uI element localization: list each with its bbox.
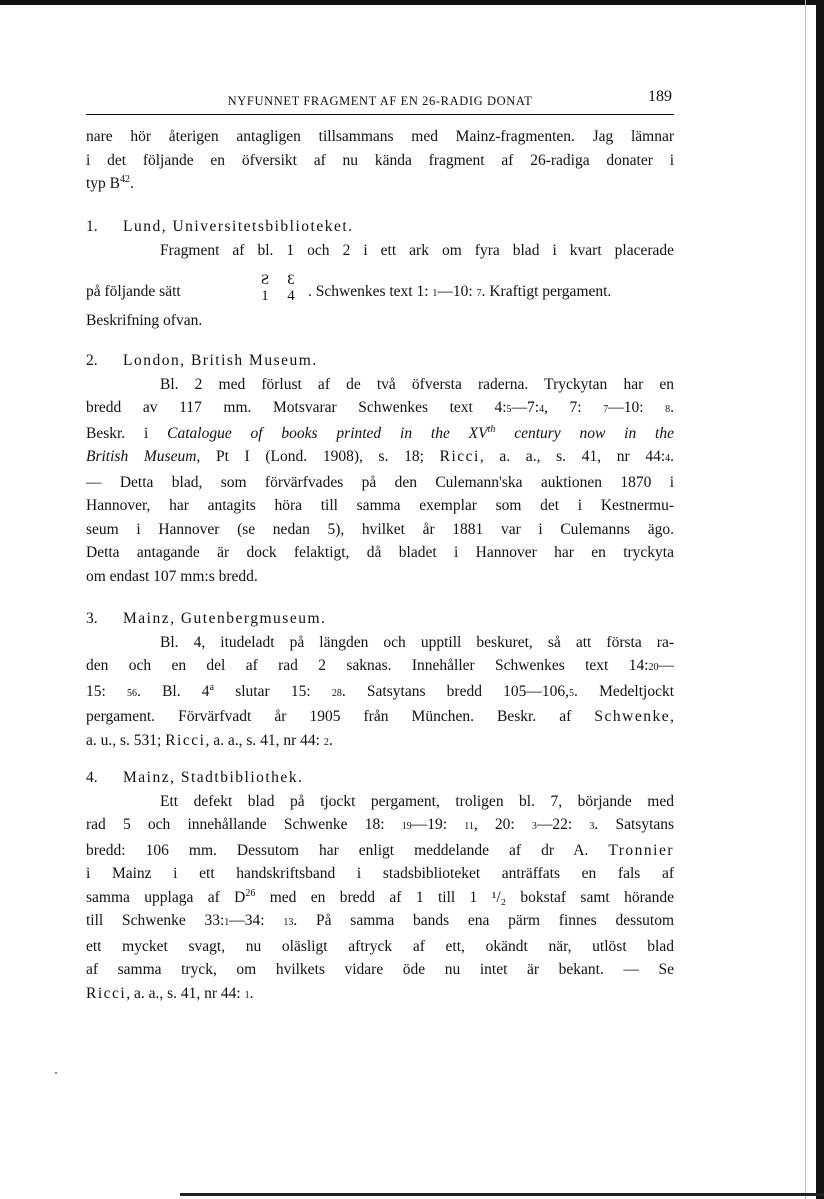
text-line: Hannover, har antagits höra till samma exemplar som det i Kestnermu-	[86, 497, 674, 514]
intro-paragraph	[86, 125, 674, 196]
entry-1	[86, 215, 674, 262]
text-line: Bl. 2 med förlust af de två öfversta raderna. Tryckytan har en	[160, 375, 674, 393]
text-line: bredd av 117 mm. Motsvarar Schwenkes text 4:5—7:4, 7: 7—10: 8.	[86, 399, 675, 416]
text-line: pergament. Förvärfvadt år 1905 från München. Beskr. af Schwenke,	[86, 708, 674, 725]
text-line: Bl. 4, itudeladt på längden och upptill beskuret, så att första ra-	[160, 633, 674, 651]
scan-edge-top	[0, 0, 824, 5]
entry-number: 1.	[86, 218, 98, 235]
running-head	[86, 88, 674, 115]
text-line: British Museum, Pt I (Lond. 1908), s. 18; Ricci, a. a., s. 41, nr 44:4.	[86, 448, 675, 465]
text-line: bredd: 106 mm. Dessutom har enligt meddelande af dr A. Tronnier	[86, 841, 674, 859]
entry-4	[86, 766, 674, 1007]
text-line: 15: 56. Bl. 4$^a$ slutar 15: 28. Satsytans bredd 105—106,5. Medeltjockt	[86, 681, 675, 700]
entry-number: 2.	[86, 352, 98, 369]
scan-edge-right	[816, 0, 824, 1199]
text-segment: . Schwenkes text 1: 1—10: 7. Kraftigt pergament.	[308, 283, 612, 300]
text-line: seum i Hannover (se nedan 5), hvilket år 1881 var i Culemanns ägo.	[86, 520, 674, 538]
scan-speck	[55, 1072, 57, 1074]
entry-title: Mainz, Stadtbibliothek.	[123, 769, 304, 786]
text-line: samma upplaga af $D^{26}$ med en bredd af 1 till 1 ¹/₂ bokstaf samt hörande	[86, 887, 674, 906]
text-line: den och en del af rad 2 saknas. Innehåller Schwenkes text 14:20—	[86, 657, 674, 674]
entry-1-placement-line	[86, 272, 674, 312]
leaf-position-fraction: Ɛ 4	[287, 272, 295, 304]
entry-title: London, British Museum.	[123, 352, 318, 369]
entry-heading	[86, 607, 674, 631]
text-line: af samma tryck, om hvilkets vidare öde nu intet är bekant. — Se	[86, 961, 674, 978]
text-line: a. u., s. 531; Ricci, a. a., s. 41, nr 44: 2.	[86, 731, 333, 749]
text-line: om endast 107 mm:s bredd.	[86, 567, 258, 585]
scan-edge-bottom	[180, 1193, 824, 1196]
entry-heading	[86, 349, 674, 373]
entry-title: Lund, Universitetsbiblioteket.	[123, 218, 354, 235]
text-line: Fragment af bl. 1 och 2 i ett ark om fyra blad i kvart placerade	[160, 241, 674, 259]
text-line: ett mycket svagt, nu oläsligt aftryck af ett, okändt när, utlöst blad	[86, 937, 674, 955]
text-line: Ett defekt blad på tjockt pergament, troligen bl. 7, börjande med	[160, 792, 674, 810]
leaf-position-fraction: Ƨ 1	[260, 272, 270, 304]
entry-1-tail	[86, 309, 674, 333]
entry-2	[86, 349, 674, 588]
text-line: Beskr. i Catalogue of books printed in the XVth century now in the	[86, 423, 674, 442]
text-line: i Mainz i ett handskriftsband i stadsbiblioteket anträffats en fals af	[86, 865, 674, 882]
text-line: Detta antagande är dock felaktigt, då bladet i Hannover har en tryckyta	[86, 544, 674, 561]
entry-title: Mainz, Gutenbergmuseum.	[123, 610, 327, 627]
entry-number: 3.	[86, 610, 98, 627]
scan-gutter-line	[805, 0, 806, 1199]
text-line: till Schwenke 33:1—34: 13. På samma bands ena pärm finnes dessutom	[86, 912, 675, 929]
entry-heading	[86, 215, 674, 239]
entry-heading	[86, 766, 674, 790]
running-title: NYFUNNET FRAGMENT AF EN 26-RADIG DONAT	[227, 94, 533, 108]
text-line: typ $B^{42}$.	[86, 174, 134, 192]
entry-number: 4.	[86, 769, 98, 786]
text-line: i det följande en öfversikt af nu kända fragment af 26-radiga donater i	[86, 151, 674, 169]
text-line: nare hör återigen antagligen tillsammans med Mainz-fragmenten. Jag lämnar	[86, 128, 674, 145]
text-line: Beskrifning ofvan.	[86, 312, 203, 329]
text-line: rad 5 och innehållande Schwenke 18: 19—19: 11, 20: 3—22: 3. Satsytans	[86, 816, 675, 833]
text-segment: på följande sätt	[86, 283, 181, 300]
entry-3	[86, 607, 674, 754]
page-number: 189	[648, 88, 672, 105]
text-line: — Detta blad, som förvärfvades på den Culemann'ska auktionen 1870 i	[86, 473, 674, 491]
text-line: Ricci, a. a., s. 41, nr 44: 1.	[86, 984, 254, 1002]
